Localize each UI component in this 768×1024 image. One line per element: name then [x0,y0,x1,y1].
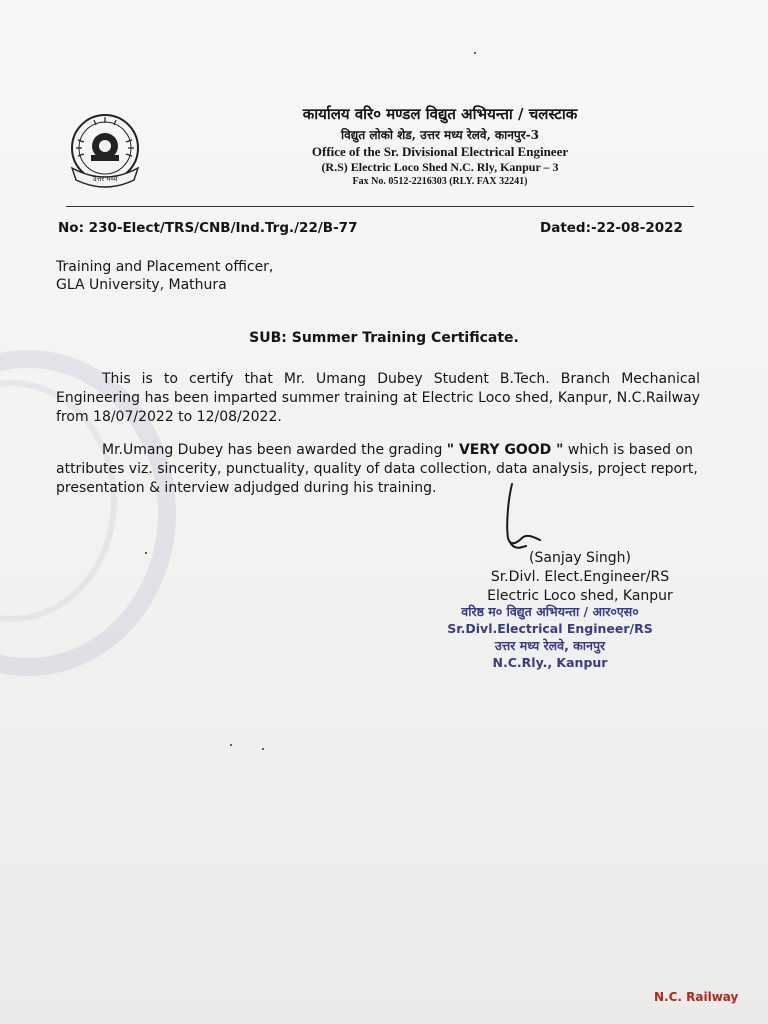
stamp-line-3: उत्तर मध्य रेलवे, कानपुर [494,638,606,653]
stamp-line-4: N.C.Rly., Kanpur [492,655,608,670]
header-divider [66,206,694,207]
hindi-office-title: कार्यालय वरि० मण्डल विद्युत अभियन्ता / चलस्टाक [302,105,578,123]
grade-value: " VERY GOOD " [446,442,564,458]
paper-speck [262,748,264,750]
paper-speck [145,552,147,554]
stamp-line-1: वरिष्ठ म० विद्युत अभियन्ता / आर०एस० [461,604,639,619]
signatory-name: (Sanjay Singh) [529,550,631,566]
certificate-paragraph-2 [56,441,706,498]
signatory-designation: Sr.Divl. Elect.Engineer/RS [490,569,670,585]
office-title: Office of the Sr. Divisional Electrical Engineer [311,144,569,159]
addressee [56,258,273,294]
letter-date: Dated:-22-08-2022 [540,220,683,236]
addressee-line-2: GLA University, Mathura [56,277,227,293]
grade-intro: Mr.Umang Dubey has been awarded the grading [102,442,447,458]
reference-number: No: 230-Elect/TRS/CNB/Ind.Trg./22/B-77 [58,220,358,236]
certificate-paragraph-1: This is to certify that Mr. Umang Dubey Student B.Tech. Branch Mechanical Engineering has been imparted summer training at Electric Loco shed, Kanpur, N.C.Railway from 18/07/2022 to 12/08/2022. [56,371,700,425]
fax-number: Fax No. 0512-2216303 (RLY. FAX 32241) [352,176,528,187]
stamp-line-2: Sr.Divl.Electrical Engineer/RS [447,621,653,636]
hindi-address: विद्युत लोको शेड, उत्तर मध्य रेलवे, कानपुर-3 [341,128,539,142]
grade-basis: which is based on attributes viz. sincerity, punctuality, quality of data collection, data analysis, project report, presentation & interview adjudged during his training. [56,442,698,496]
watermark-footer: N.C. Railway [654,990,739,1004]
letterhead [240,104,640,187]
addressee-line-1: Training and Placement officer, [56,259,274,275]
logo-banner-text: उत्तर मध्य [92,175,118,183]
signatory-block [430,549,730,606]
signatory-place: Electric Loco shed, Kanpur [487,588,673,604]
subject-line: SUB: Summer Training Certificate. [249,330,519,346]
office-address: (R.S) Electric Loco Shed N.C. Rly, Kanpur – 3 [321,160,559,174]
indian-railways-logo [64,110,146,192]
official-stamp [410,603,690,671]
paper-speck [474,52,476,54]
paper-speck [230,744,232,746]
